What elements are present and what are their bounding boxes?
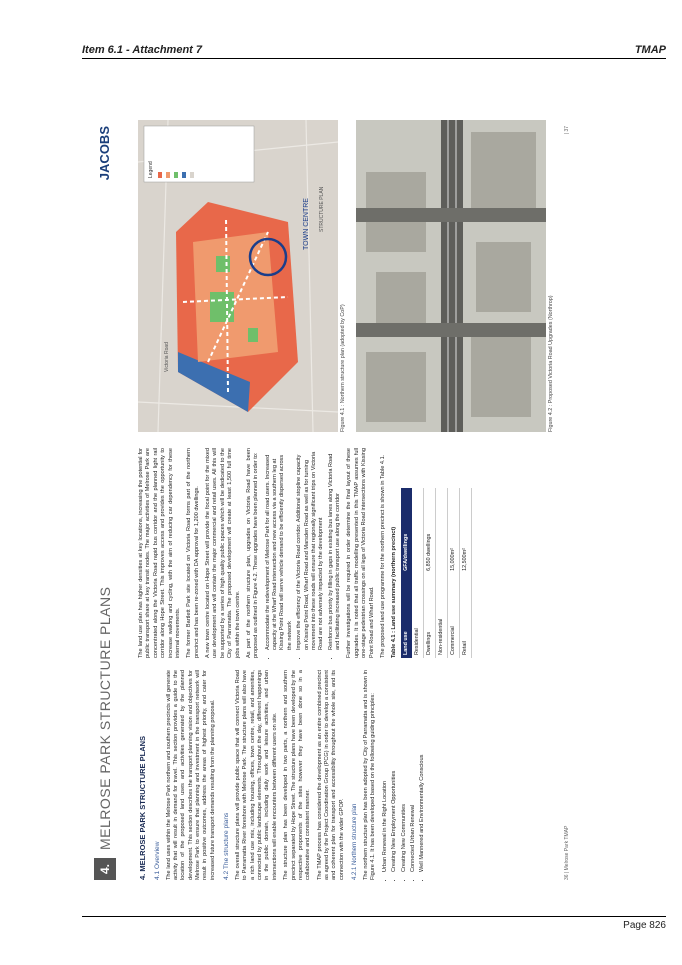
table-cell: Non-residential [436, 574, 448, 658]
northern-structure-plan-figure [138, 120, 338, 432]
figure-1-caption: Figure 4.1 : Northern structure plan (adopted by CoP) [340, 304, 346, 432]
table-cell: Residential [412, 574, 424, 658]
table-row [448, 488, 460, 658]
spread-footer-left: 36 | Melrose Park TMAP [564, 825, 570, 880]
park-green-2 [216, 256, 230, 272]
subsection-northern-title: 4.2.1 Northern structure plan [352, 803, 359, 880]
inner-development-zone [193, 232, 278, 362]
list-item: • Accommodate the redevelopment of Melrose Park for all road users. Increased capacity at the Wharf Road intersection and new access via a southern leg at Kissing Point Road will serve vehicle demand to be efficiently dispersed across the network [265, 448, 295, 650]
structure-plans-paragraph-1: The overall structure plans will provide public space that will connect Victoria Road to Parramatta River foreshore with Melrose Park. The structure plans will also have a rich land use mix, including housing, offices, town centre, retail, and amenities, connected by public landscape elements. Throughout the day, different happenings in the public domain, including daily work and leisure activities, and urban intersections will enable encounters between different users on site. [234, 670, 278, 880]
cross-street-1 [356, 323, 546, 337]
structure-plan-map [138, 120, 338, 432]
list-item: • Urban Renewal in the Right Location [382, 670, 389, 872]
table-cell [436, 488, 448, 574]
section-title: MELROSE PARK STRUCTURE PLANS [97, 586, 113, 850]
structure-plans-paragraph-2: The structure plan has been developed in two parts, a northern and southern precinct separated by Hope Street. The structure plans have been developed by the respective proponents of the sites however they have been done so in a collaborative and consistent manner. [283, 670, 312, 880]
table-cell [412, 488, 424, 574]
table-row [423, 488, 435, 658]
list-item: • Creating New Communities [401, 670, 408, 872]
victoria-road-corridor [441, 120, 463, 432]
table-row [460, 488, 472, 658]
cross-street-2 [356, 208, 546, 222]
jacobs-logo: JACOBS [97, 126, 112, 181]
figure-2-caption: Figure 4.2 : Proposed Victoria Road Upgrades (Northrop) [548, 295, 554, 432]
principles-list [382, 670, 427, 880]
upgrades-list [265, 448, 343, 658]
subsection-structure-plans-title: 4.2 The structure plans [223, 812, 231, 880]
land-use-table [401, 488, 473, 658]
list-item: • Reinforce bus priority by filling in gaps in existing bus lanes along Victoria Road and facilitating increased public transport use along the corridor [328, 448, 343, 650]
table-cell: 15,000m² [448, 488, 460, 574]
section-number: 4. [94, 858, 116, 880]
list-item: • Improve the efficiency of the Victoria Road corridor. Additional stopline capacity on Kissing Point Road, Wharf Road and Marsden Road as well as for turning movement into these roads will ensure that regionally significant trips on Victoria Road are not adversely impacted by the development [296, 448, 326, 650]
spread-footer-right: | 37 [564, 126, 570, 135]
text-column-1 [138, 670, 431, 880]
legend-title: Legend [148, 161, 154, 178]
page-number: Page 826 [623, 920, 666, 931]
overview-paragraph: The land uses within the Melrose Park northern and southern precincts will generate activity that will result in demand for travel. This section provides a guide to the location of the proposed land uses and activities generated by the planned development. This section describes the transport planning vision and objectives for Melrose Park to ensure that planning and investment in the transport network will result in positive outcomes, address the areas of highest priority, and cater for increased future transport demands resulting from the planning proposal. [165, 670, 216, 880]
park-green-3 [248, 328, 258, 342]
table-header: Land use [401, 574, 412, 658]
table-header: GFA/dwellings [401, 488, 412, 574]
victoria-road-label: Victoria Road [164, 342, 170, 372]
town-centre-paragraph: A new town centre located on Hope Street will provide the focal point for the mixed use development and will contain the major commercial and retail uses. All this will be supported by a series of high quality public spaces which will be dedicated to the City of Parramatta. The proposed development will create at least 1,500 full time jobs within the town centre. [205, 448, 241, 658]
investigation-paragraph: Further investigations will be required in order determine the final layout of these upgrades. It is noted that all traffic modelling presented in this TMAP assumes full one-stage pedestrian crossings on all legs of Victoria Road intersections with Kissing Point Road and Wharf Road. [346, 448, 375, 658]
section-banner [94, 120, 120, 880]
land-use-paragraph: The land use plan has higher densities at key locations, increasing the potential for public transport share at key transit nodes. The major activities of Melrose Park are concentrated along the Victoria Road rapid bus corridor and the planned light rail corridor along Hope Street. This improves access and provides the opportunity to increase walking and cycling, with the aim of reducing car dependency for these internal movements. [138, 448, 181, 658]
table-row [412, 488, 424, 658]
header-divider [82, 58, 666, 59]
table-row [436, 488, 448, 658]
table-cell: Retail [460, 574, 472, 658]
park-green-1 [210, 292, 234, 322]
section-heading: 4. MELROSE PARK STRUCTURE PLANS [138, 735, 147, 880]
town-centre-label: TOWN CENTRE [303, 198, 310, 250]
table-cell: 6,850 dwellings [423, 488, 435, 574]
rotated-page [94, 120, 574, 880]
aerial-map [356, 120, 546, 432]
northern-paragraph: The northern structure plan has been adopted by City of Parramatta and is shown in Figure 4.1. It has been developed based on the following guiding principles: [363, 670, 377, 880]
text-column-2 [138, 448, 472, 658]
list-item: • Connected Urban Renewal [410, 670, 417, 872]
upgrades-paragraph: As part of the northern structure plan, upgrades on Victoria Road have been proposed as outlined in Figure 4.2. These upgrades have been planned in order to: [245, 448, 260, 658]
header-doc-label: TMAP [634, 44, 666, 56]
table-cell: 12,500m² [460, 488, 472, 574]
programme-paragraph: The proposed land use programme for the northern precinct is shown in Table 4.1. [379, 454, 386, 658]
subsection-overview-title: 4.1 Overview [153, 841, 161, 880]
footer-divider [82, 916, 666, 917]
table-caption: Table 4.1 : Land use summary (northern precinct) [391, 526, 398, 658]
table-cell: Dwellings [423, 574, 435, 658]
table-cell: Commercial [448, 574, 460, 658]
header-item-label: Item 6.1 - Attachment 7 [82, 44, 203, 56]
list-item: • Creating New Employment Opportunities [391, 670, 398, 872]
structure-plan-label: STRUCTURE PLAN [319, 186, 325, 232]
structure-plans-paragraph-3: The TMAP process has considered the development as an entire combined precinct as agreed by the Project Coordination Group (PCG) in order to develop a consistent and coherent plan for transport and accessibility throughout the whole site, and its connection with the wider GPOP. [316, 670, 345, 880]
victoria-road-upgrades-figure [356, 120, 546, 432]
bartlett-paragraph: The former Bartlett Park site located on Victoria Road forms part of the northern precinct and has been re-zoned with DA approval for 1,200 dwellings. [186, 448, 200, 658]
list-item: • Well Mannered and Environmentally Conscious [419, 670, 426, 872]
